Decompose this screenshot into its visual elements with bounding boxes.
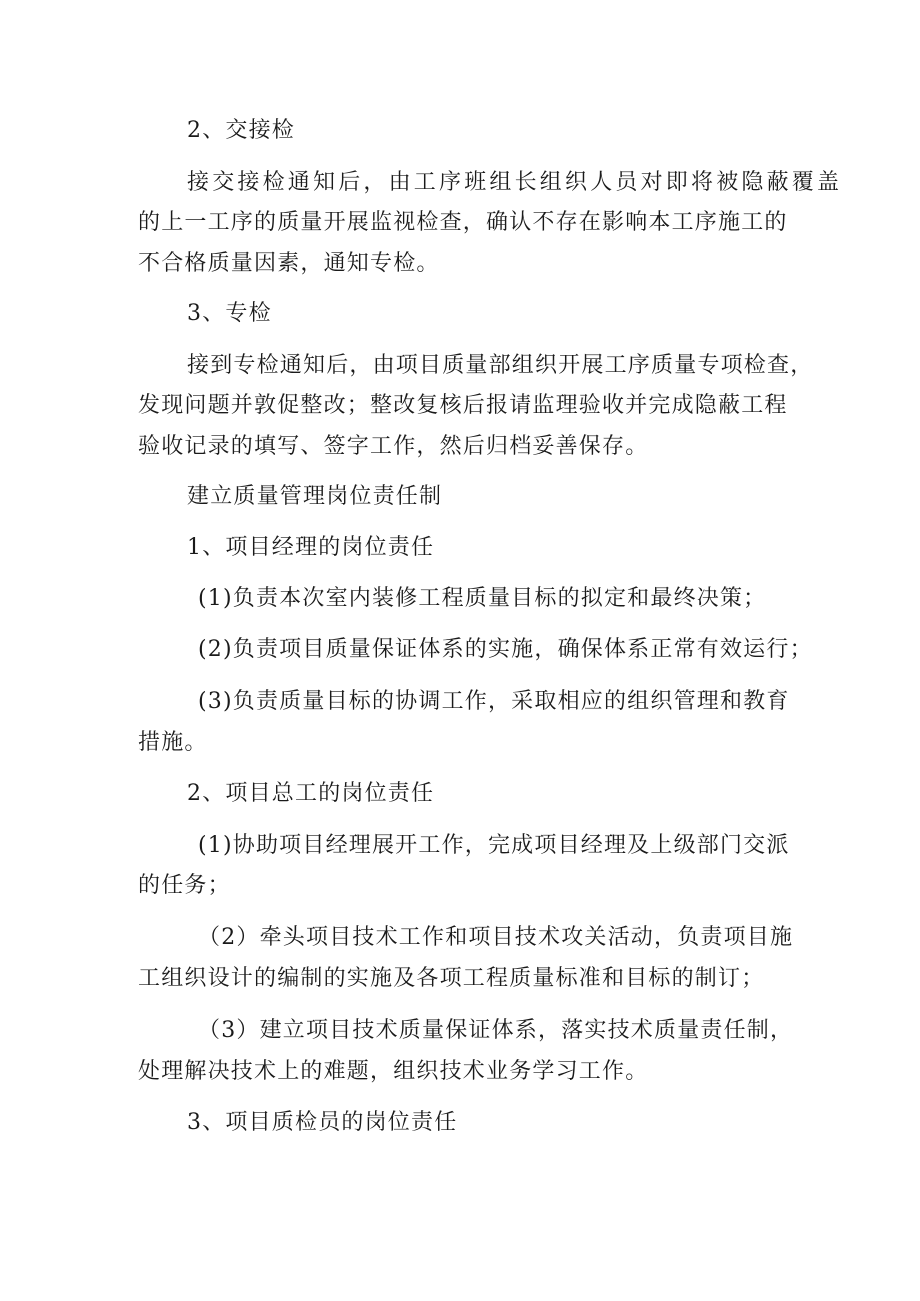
paragraph-special-line-1: 接到专检通知后，由项目质量部组织开展工序质量专项检查， — [187, 353, 814, 378]
paragraph-special-line-2: 发现问题并敦促整改；整改复核后报请监理验收并完成隐蔽工程 — [138, 393, 788, 418]
paragraph-special-line-3: 验收记录的填写、签字工作，然后归档妥善保存。 — [138, 434, 649, 459]
pm-duty-3-line-1: (3)负责质量目标的协调工作，采取相应的组织管理和教育 — [198, 689, 790, 714]
paragraph-handover-line-1: 接交接检通知后，由工序班组长组织人员对即将被隐蔽覆盖 — [187, 170, 843, 195]
heading-quality-responsibility-system: 建立质量管理岗位责任制 — [187, 484, 443, 509]
ce-duty-1-line-1: (1)协助项目经理展开工作，完成项目经理及上级部门交派 — [198, 833, 790, 858]
ce-duty-2-line-2: 工组织设计的编制的实施及各项工程质量标准和目标的制订； — [138, 966, 765, 991]
paragraph-handover-line-2: 的上一工序的质量开展监视检查，确认不存在影响本工序施工的 — [138, 210, 788, 235]
heading-project-manager-duties: 1、项目经理的岗位责任 — [187, 535, 435, 560]
heading-quality-inspector-duties: 3、项目质检员的岗位责任 — [187, 1110, 458, 1135]
heading-handover-inspection: 2、交接检 — [187, 118, 295, 143]
heading-special-inspection: 3、专检 — [187, 301, 272, 326]
ce-duty-3-line-1: （3）建立项目技术质量保证体系，落实技术质量责任制， — [198, 1018, 794, 1043]
pm-duty-2: (2)负责项目质量保证体系的实施，确保体系正常有效运行； — [198, 637, 813, 662]
paragraph-handover-line-3: 不合格质量因素，通知专检。 — [138, 251, 440, 276]
ce-duty-2-line-1: （2）牵头项目技术工作和项目技术攻关活动，负责项目施 — [198, 925, 794, 950]
ce-duty-3-line-2: 处理解决技术上的难题，组织技术业务学习工作。 — [138, 1059, 649, 1084]
pm-duty-3-line-2: 措施。 — [138, 730, 208, 755]
pm-duty-1: (1)负责本次室内装修工程质量目标的拟定和最终决策； — [198, 586, 767, 611]
heading-chief-engineer-duties: 2、项目总工的岗位责任 — [187, 781, 435, 806]
ce-duty-1-line-2: 的任务； — [138, 873, 231, 898]
